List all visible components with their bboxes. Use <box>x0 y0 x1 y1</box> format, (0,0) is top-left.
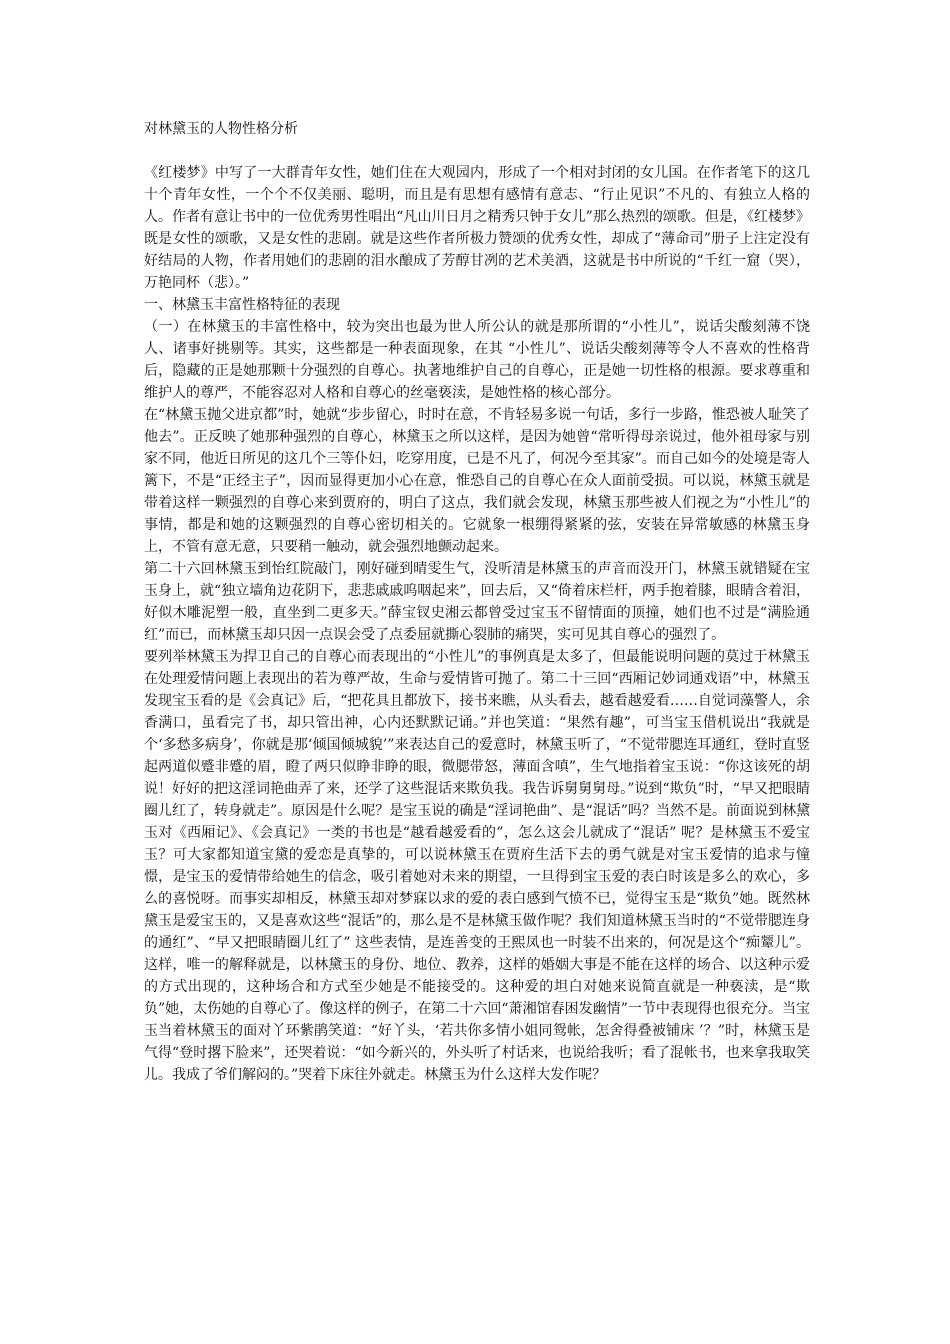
paragraph-self-esteem: （一）在林黛玉的丰富性格中，较为突出也最为世人所公认的就是那所谓的“小性儿”，说话尖酸刻薄不饶人、诸事好挑剔等。其实，这些都是一种表面现象，在其 “小性儿”、说话尖酸刻薄等令人不喜欢的性格背后，隐藏的正是她那颗十分强烈的自尊心。执著地维护自己的自尊心，正是她一切性格的根源。要求尊重和维护人的尊严，不能容忍对人格和自尊心的丝毫亵渎，是她性格的核心部分。 <box>144 319 810 401</box>
paragraph-entering-capital: 在“林黛玉抛父进京都”时，她就“步步留心，时时在意，不肯轻易多说一句话，多行一步路，惟恐被人耻笑了他去”。正反映了她那种强烈的自尊心，林黛玉之所以这样，是因为她曾“常听得母亲说过，他外祖母家与别家不同，他近日所见的这几个三等仆妇，吃穿用度，已是不凡了，何况今至其家”。而自己如今的处境是寄人篱下，不是“正经主子”，因而显得更加小心在意，惟恐自己的自尊心在众人面前受损。可以说，林黛玉就是带着这样一颗强烈的自尊心来到贾府的，明白了这点，我们就会发现，林黛玉那些被人们视之为“小性儿”的事情，都是和她的这颗强烈的自尊心密切相关的。它就象一根绷得紧紧的弦，安装在异常敏感的林黛玉身上，不管有意无意，只要稍一触动，就会强烈地颤动起来。 <box>144 407 810 555</box>
document-title: 对林黛玉的人物性格分析 <box>144 121 298 137</box>
paragraph-intro: 《红楼梦》中写了一大群青年女性，她们住在大观园内，形成了一个相对封闭的女儿国。在作者笔下的这几十个青年女性，一个个不仅美丽、聪明，而且是有思想有感情有意志、“行止见识”不凡的、有独立人格的人。作者有意让书中的一位优秀男性唱出“凡山川日月之精秀只钟于女儿”那么热烈的颂歌。但是，《红楼梦》既是女性的颂歌，又是女性的悲剧。就是这些作者所极力赞颂的优秀女性，却成了“薄命司”册子上注定没有好结局的人物，作者用她们的悲剧的泪水酿成了芳醇甘冽的艺术美酒，这就是书中所说的“千红一窟（哭），万艳同杯（悲）。” <box>144 165 810 291</box>
document-page <box>144 118 810 1086</box>
paragraph-love-dignity: 要列举林黛玉为捍卫自己的自尊心而表现出的“小性儿”的事例真是太多了，但最能说明问题的莫过于林黛玉在处理爱情问题上表现出的若为尊严故，生命与爱情皆可抛了。第二十三回“西厢记妙词通戏语”中，林黛玉发现宝玉看的是《会真记》后，“把花具且都放下，接书来瞧，从头看去，越看越爱看……自觉词藻警人，余香满口，虽看完了书，却只管出神，心内还默默记诵。”并也笑道：“果然有趣”，可当宝玉借机说出“我就是个‘多愁多病身’，你就是那‘倾国倾城貌’”来表达自己的爱意时，林黛玉听了，“不觉带腮连耳通红，登时直竖起两道似蹙非蹙的眉，瞪了两只似睁非睁的眼，微腮带怒，薄面含嗔”，生气地指着宝玉说：“你这该死的胡说！好好的把这淫词艳曲弄了来，还学了这些混话来欺负我。我告诉舅舅舅母。”说到“欺负”时，“早又把眼睛圈儿红了，转身就走”。原因是什么呢？是宝玉说的确是“淫词艳曲”、是“混话”吗？当然不是。前面说到林黛玉对《西厢记》、《会真记》一类的书也是“越看越爱看的”，怎么这会儿就成了“混话” 呢？是林黛玉不爱宝玉？可大家都知道宝黛的爱恋是真挚的，可以说林黛玉在贾府生活下去的勇气就是对宝玉爱情的追求与憧憬，是宝玉的爱情带给她生的信念，吸引着她对未来的期望，一旦得到宝玉爱的表白时该是多么的欢心，多么的喜悦呀。而事实却相反，林黛玉却对梦寐以求的爱的表白感到气愤不已，觉得宝玉是“欺负”她。既然林黛玉是爱宝玉的，又是喜欢这些“混话”的，那么是不是林黛玉做作呢？我们知道林黛玉当时的“不觉带腮连身的通红”、“早又把眼睛圈儿红了” 这些表情，是连善变的王熙凤也一时装不出来的，何况是这个“痴颦儿”。这样，唯一的解释就是，以林黛玉的身份、地位、教养，这样的婚姻大事是不能在这样的场合、以这种示爱的方式出现的，这种场合和方式至少她是不能接受的。这种爱的坦白对她来说简直就是一种亵渎，是“欺负”她，太伤她的自尊心了。像这样的例子，在第二十六回“萧湘馆春困发幽情”一节中表现得也很充分。当宝玉当着林黛玉的面对丫环紫鹃笑道：“好丫头，‘若共你多情小姐同鸳帐，怎舍得叠被铺床 ’？”时，林黛玉是气得“登时撂下脸来”，还哭着说：“如今新兴的，外头听了村话来，也说给我听；看了混帐书，也来拿我取笑儿。我成了爷们解闷的。”哭着下床往外就走。林黛玉为什么这样大发作呢？ <box>144 649 810 1083</box>
section-heading: 一、林黛玉丰富性格特征的表现 <box>144 297 340 313</box>
paragraph-chapter-26: 第二十六回林黛玉到怡红院敲门，刚好碰到晴雯生气，没听清是林黛玉的声音而没开门，林黛玉就错疑在宝玉身上，就“独立墙角边花阴下，悲悲戚戚呜咽起来”，回去后，又“倚着床栏杆，两手抱着膝，眼睛含着泪，好似木雕泥塑一般，直坐到二更多天。”薛宝钗史湘云都曾受过宝玉不留情面的顶撞，她们也不过是“满脸通红”而已，而林黛玉却只因一点误会受了点委屈就撕心裂肺的痛哭，实可见其自尊心的强烈了。 <box>144 561 810 643</box>
